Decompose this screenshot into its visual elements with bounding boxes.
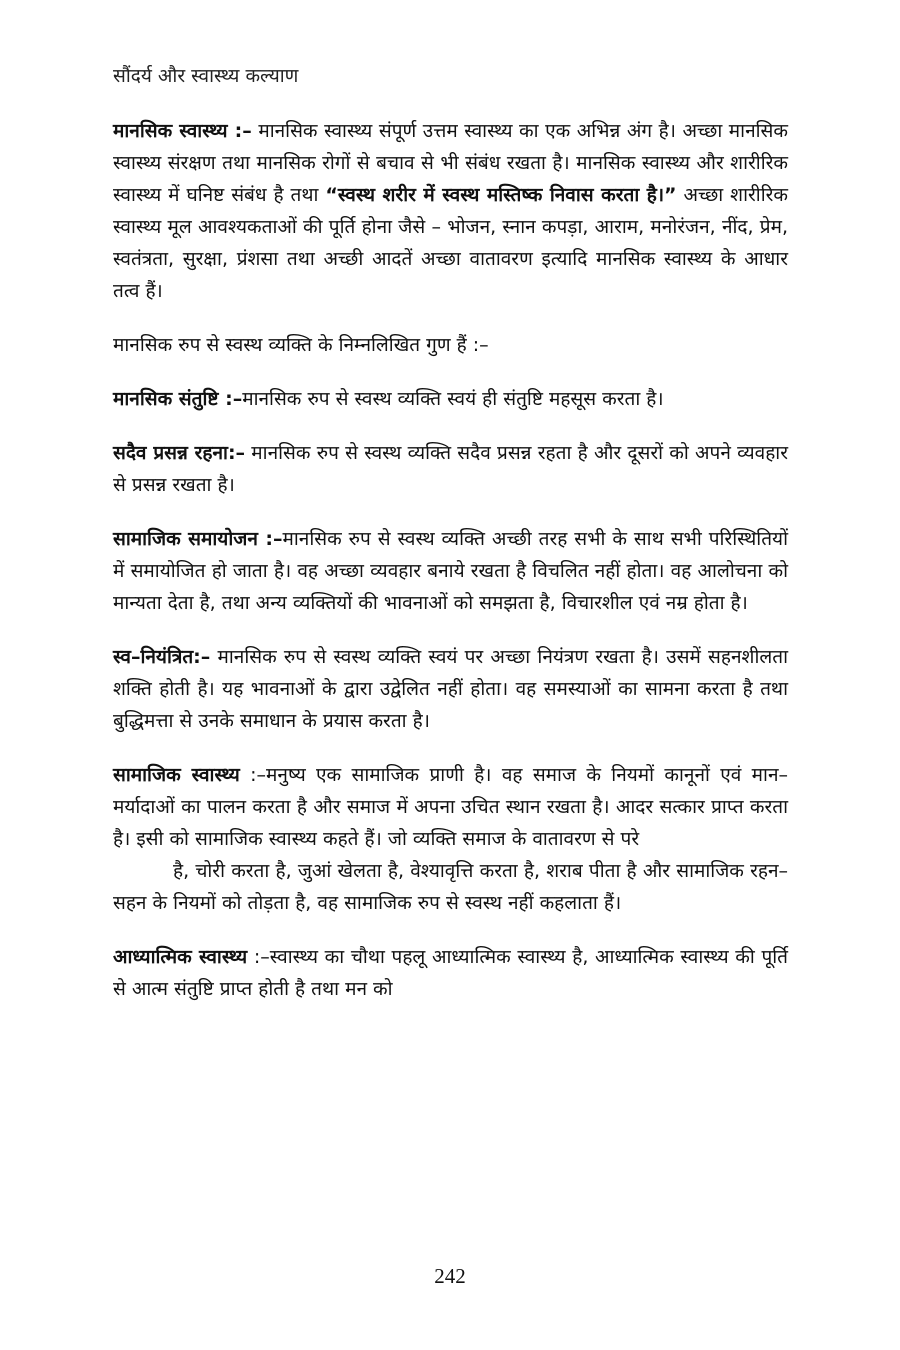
body-text (113, 115, 788, 1027)
heading-social-adjustment: सामाजिक समायोजन :– (113, 528, 283, 550)
running-header: सौंदर्य और स्वास्थ्य कल्याण (113, 65, 299, 87)
text-social-health-1: :–मनुष्य एक सामाजिक प्राणी है। वह समाज के नियमों कानूनों एवं मान–मर्यादाओं का पालन करता है और समाज में अपना उचित स्थान रखता है। आदर सत्कार प्राप्त करता है। इसी को सामाजिक स्वास्थ्य कहते हैं। जो व्यक्ति समाज के वातावरण से परे (113, 764, 788, 850)
paragraph-qualities-intro (113, 329, 788, 361)
text-qualities-intro: मानसिक रुप से स्वस्थ व्यक्ति के निम्नलिखित गुण हैं :– (113, 334, 489, 356)
heading-self-control: स्व–नियंत्रित:– (113, 646, 211, 668)
heading-mental-health: मानसिक स्वास्थ्य :– (113, 120, 252, 142)
heading-always-happy: सदैव प्रसन्न रहना:– (113, 442, 246, 464)
heading-social-health: सामाजिक स्वास्थ्य (113, 764, 240, 786)
quote-healthy-body: “स्वस्थ शरीर में स्वस्थ मस्तिष्क निवास करता है।” (325, 184, 677, 206)
paragraph-self-control (113, 641, 788, 737)
paragraph-mental-satisfaction (113, 383, 788, 415)
text-social-adjustment: मानसिक रुप से स्वस्थ व्यक्ति अच्छी तरह सभी के साथ सभी परिस्थितियों में समायोजित हो जाता है। वह अच्छा व्यवहार बनाये रखता है विचलित नहीं होता। वह आलोचना को मान्यता देता है, तथा अन्य व्यक्तियों की भावनाओं को समझता है, विचारशील एवं नम्र होता है। (113, 528, 788, 614)
text-mental-health-1: मानसिक स्वास्थ्य संपूर्ण उत्तम स्वास्थ्य का एक अभिन्न अंग है। अच्छा मानसिक स्वास्थ्य संरक्षण तथा मानसिक रोगों से बचाव से भी संबंध रखता है। मानसिक स्वास्थ्य और शारीरिक स्वास्थ्य में घनिष्ट संबंध है तथा (113, 120, 788, 206)
text-always-happy: मानसिक रुप से स्वस्थ व्यक्ति सदैव प्रसन्न रहता है और दूसरों को अपने व्यवहार से प्रसन्न रखता है। (113, 442, 789, 496)
paragraph-spiritual-health (113, 941, 788, 1005)
heading-mental-satisfaction: मानसिक संतुष्टि :– (113, 388, 243, 410)
text-spiritual-health: :–स्वास्थ्य का चौथा पहलू आध्यात्मिक स्वास्थ्य है, आध्यात्मिक स्वास्थ्य की पूर्ति से आत्म संतुष्टि प्राप्त होती है तथा मन को (113, 946, 788, 1000)
text-self-control: मानसिक रुप से स्वस्थ व्यक्ति स्वयं पर अच्छा नियंत्रण रखता है। उसमें सहनशीलता शक्ति होती है। यह भावनाओं के द्वारा उद्वेलित नहीं होता। वह समस्याओं का सामना करता है तथा बुद्धिमत्ता से उनके समाधान के प्रयास करता है। (113, 646, 788, 732)
text-mental-health-2: अच्छा शारीरिक स्वास्थ्य मूल आवश्यकताओं की पूर्ति होना जैसे – भोजन, स्नान कपड़ा, आराम, मनोरंजन, नींद, प्रेम, स्वतंत्रता, सुरक्षा, प्रंशसा तथा अच्छी आदतें अच्छा वातावरण इत्यादि मानसिक स्वास्थ्य के आधार तत्व हैं। (113, 184, 788, 302)
heading-spiritual-health: आध्यात्मिक स्वास्थ्य (113, 946, 248, 968)
text-social-health-2: है, चोरी करता है, जुआं खेलता है, वेश्यावृत्ति करता है, शराब पीता है और सामाजिक रहन–सहन के नियमों को तोड़ता है, वह सामाजिक रुप से स्वस्थ नहीं कहलाता हैं। (113, 860, 788, 914)
paragraph-social-adjustment (113, 523, 788, 619)
page-number: 242 (434, 1264, 466, 1288)
paragraph-always-happy (113, 437, 788, 501)
text-mental-satisfaction: मानसिक रुप से स्वस्थ व्यक्ति स्वयं ही संतुष्टि महसूस करता है। (242, 388, 664, 410)
paragraph-mental-health (113, 115, 788, 307)
paragraph-social-health (113, 759, 788, 919)
